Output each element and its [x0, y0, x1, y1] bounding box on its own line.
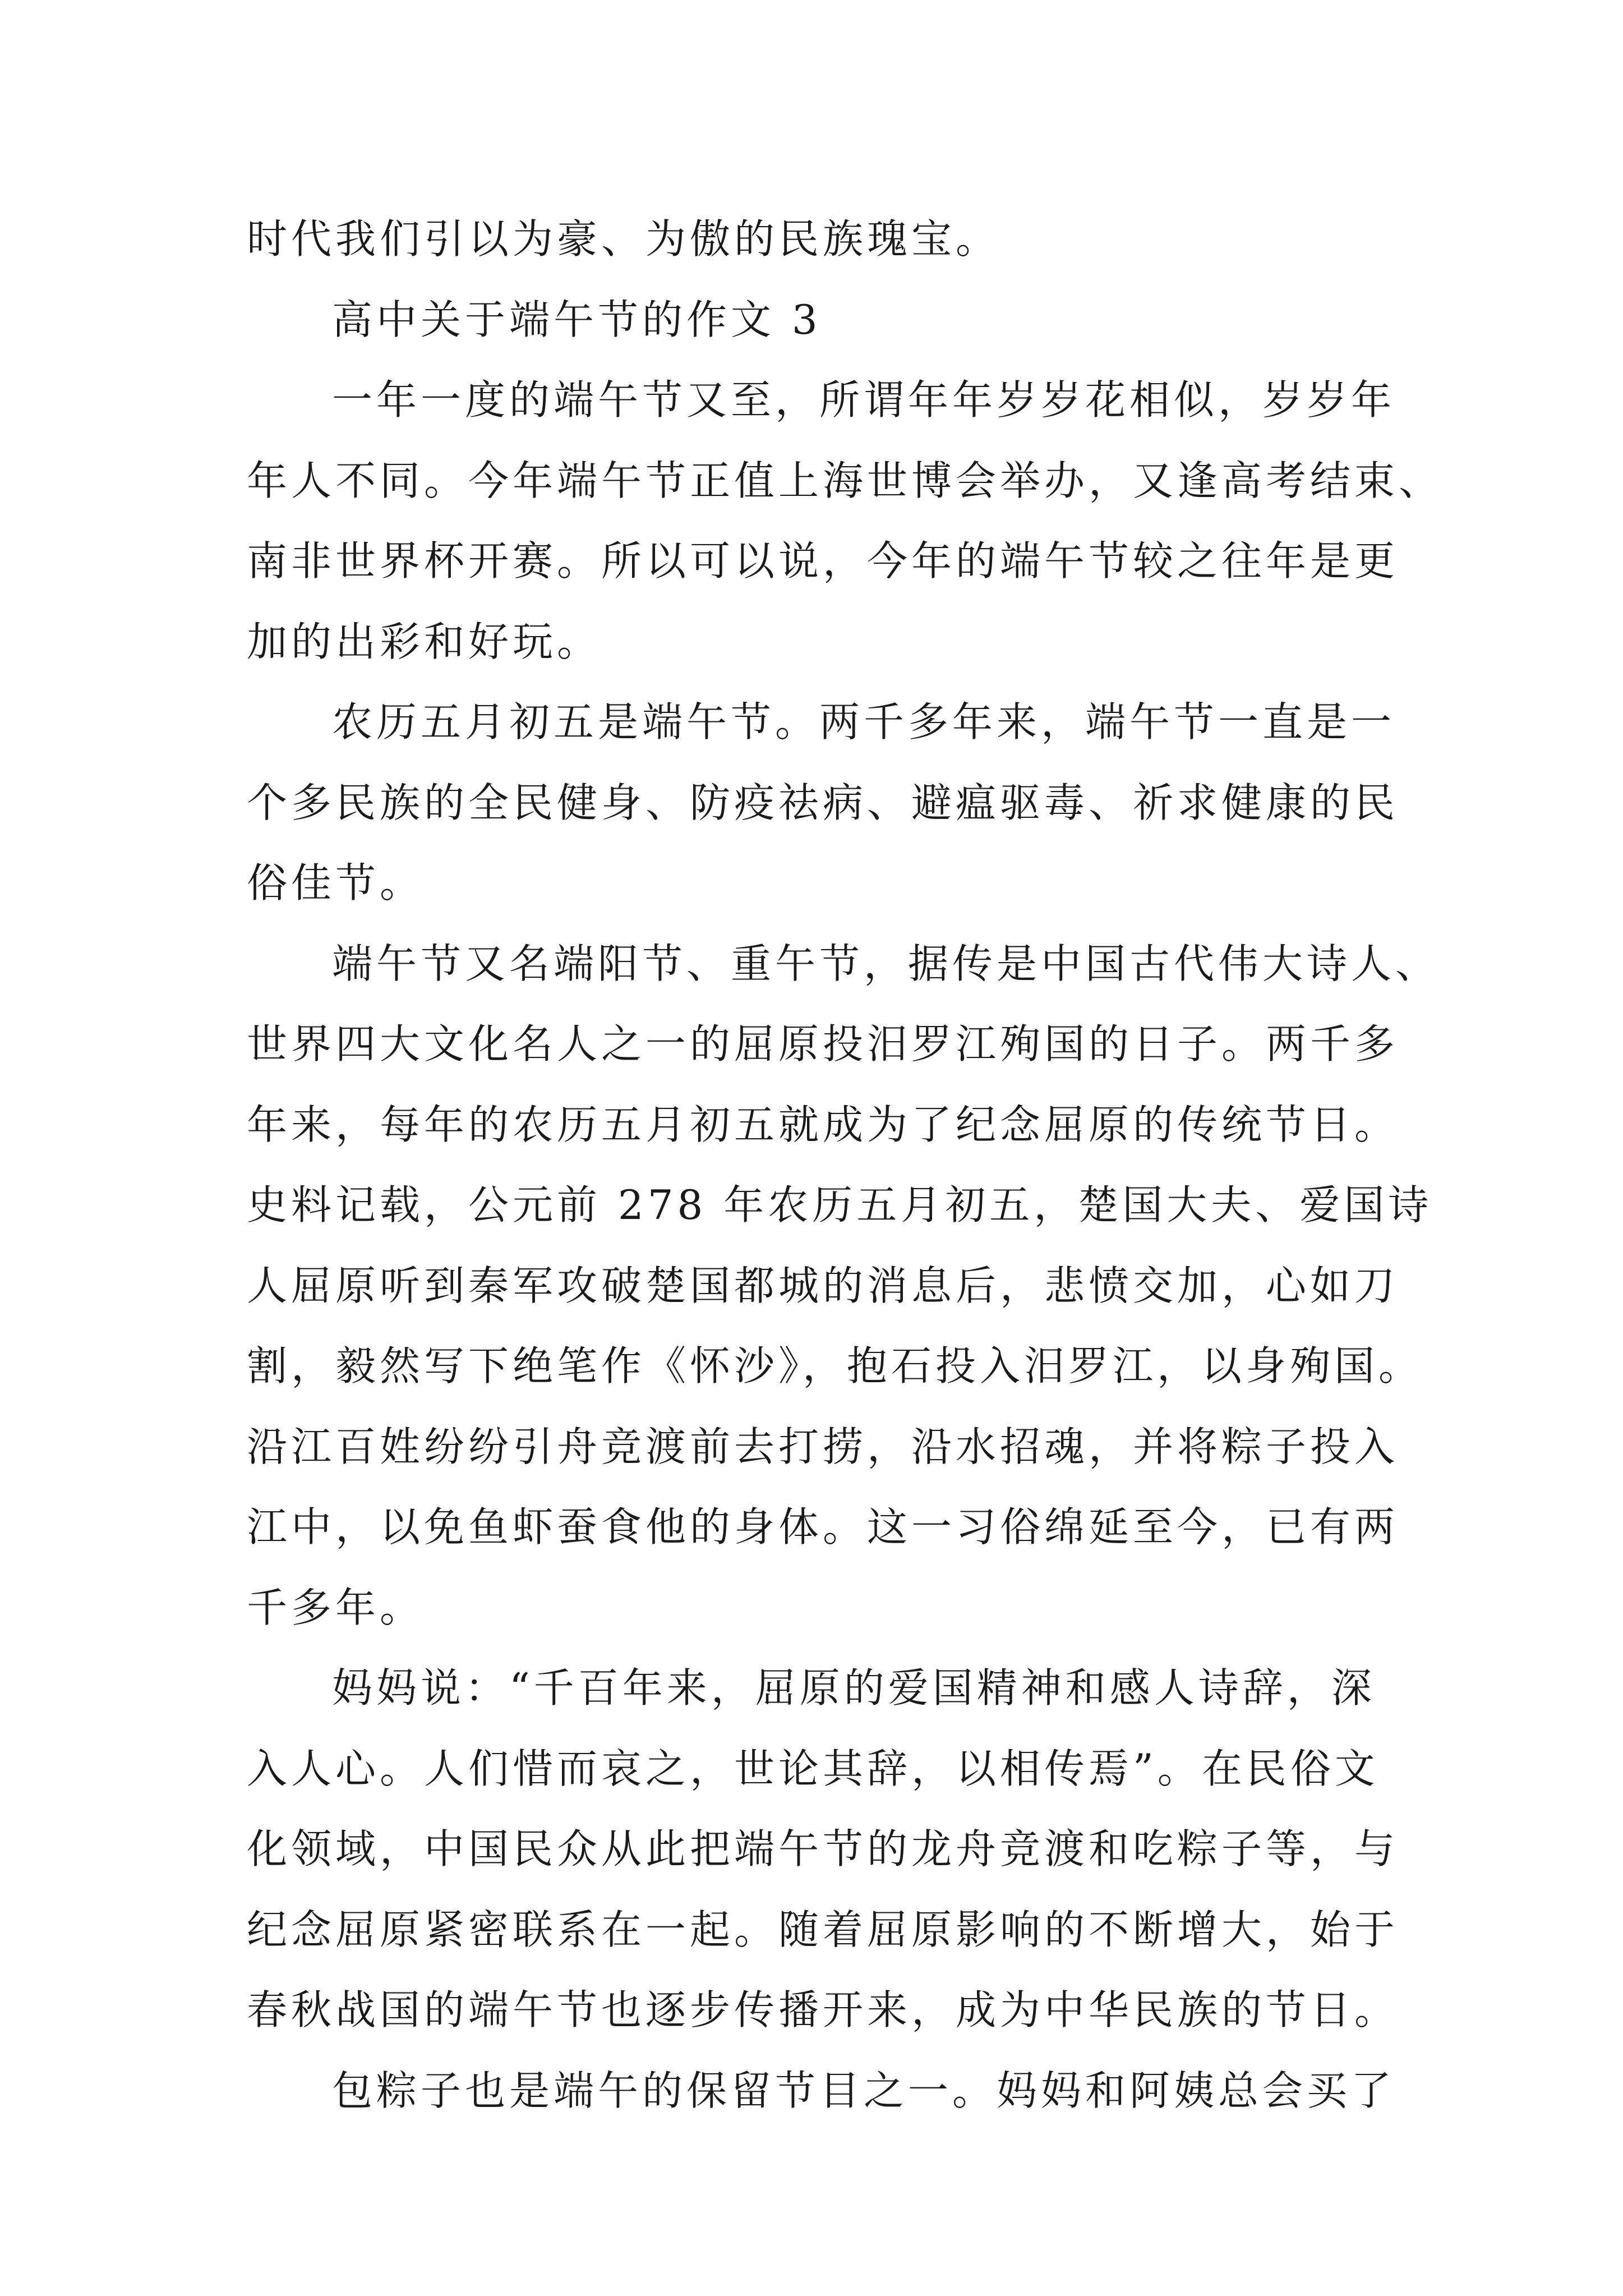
text-line: 个多民族的全民健身、防疫祛病、避瘟驱毒、祈求健康的民 — [247, 779, 1399, 826]
text-line: 入人心。人们惜而哀之，世论其辞，以相传焉”。在民俗文 — [247, 1745, 1379, 1792]
text-line: 包粽子也是端午的保留节目之一。妈妈和阿姨总会买了 — [332, 2067, 1396, 2114]
essay-body — [247, 199, 1444, 2131]
text-line: 史料记载，公元前 278 年农历五月初五，楚国大夫、爱国诗 — [247, 1181, 1433, 1228]
text-line: 化领域，中国民众从此把端午节的龙舟竞渡和吃粽子等，与 — [247, 1825, 1399, 1872]
text-line: 人屈原听到秦军攻破楚国都城的消息后，悲愤交加，心如刀 — [247, 1262, 1399, 1309]
text-line: 年人不同。今年端午节正值上海世博会举办，又逢高考结束、 — [247, 457, 1444, 504]
text-line: 千多年。 — [247, 1584, 425, 1631]
text-line: 俗佳节。 — [247, 859, 425, 907]
text-line: 端午节又名端阳节、重午节，据传是中国古代伟大诗人、 — [332, 940, 1440, 987]
text-line: 纪念屈原紧密联系在一起。随着屈原影响的不断增大，始于 — [247, 1906, 1399, 1953]
text-line: 江中，以免鱼虾蚕食他的身体。这一习俗绵延至今，已有两 — [247, 1503, 1399, 1550]
text-line: 一年一度的端午节又至，所谓年年岁岁花相似，岁岁年 — [332, 376, 1396, 424]
text-line: 南非世界杯开赛。所以可以说，今年的端午节较之往年是更 — [247, 537, 1399, 585]
text-line: 沿江百姓纷纷引舟竞渡前去打捞，沿水招魂，并将粽子投入 — [247, 1423, 1399, 1470]
text-line: 妈妈说：“千百年来，屈原的爱国精神和感人诗辞，深 — [332, 1664, 1376, 1711]
text-line: 农历五月初五是端午节。两千多年来，端午节一直是一 — [332, 698, 1396, 746]
text-line: 加的出彩和好玩。 — [247, 618, 602, 665]
text-line: 时代我们引以为豪、为傲的民族瑰宝。 — [247, 215, 1000, 263]
text-line: 年来，每年的农历五月初五就成为了纪念屈原的传统节日。 — [247, 1101, 1399, 1148]
text-line: 世界四大文化名人之一的屈原投汨罗江殉国的日子。两千多 — [247, 1020, 1399, 1068]
text-line: 春秋战国的端午节也逐步传播开来，成为中华民族的节日。 — [247, 1986, 1399, 2033]
text-line: 割，毅然写下绝笔作《怀沙》，抱石投入汨罗江，以身殉国。 — [247, 1342, 1423, 1389]
section-heading: 高中关于端午节的作文 3 — [332, 296, 822, 343]
